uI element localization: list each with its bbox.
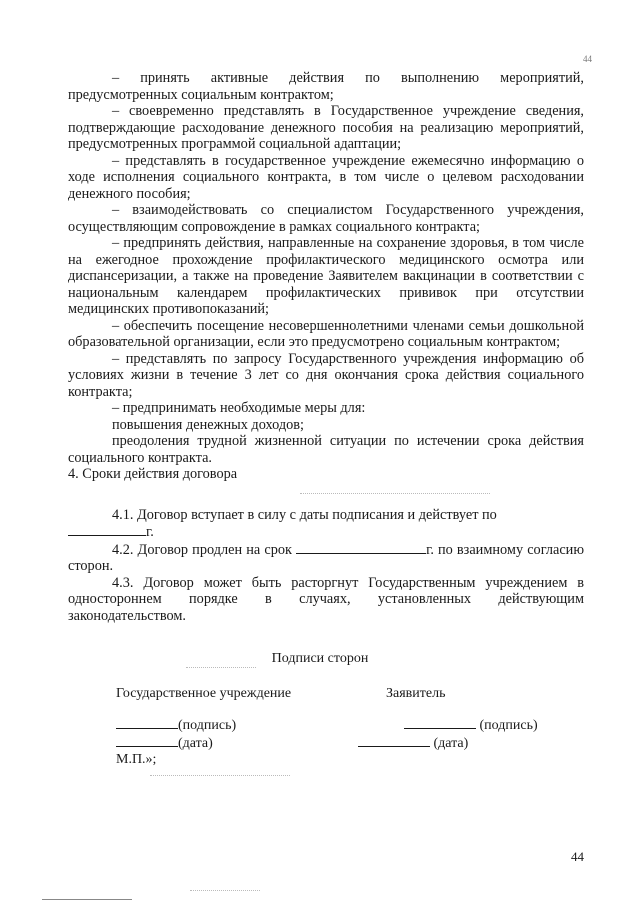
applicant-date-line: (дата) (358, 734, 468, 752)
obligation-item: – взаимодействовать со специалистом Государственного учреждения, осуществляющим сопровождение в рамках социального контракта; (68, 202, 584, 235)
obligation-item: – предпринять действия, направленные на сохранение здоровья, в том числе на ежегодное прохождение профилактического медицинского осмотра или диспансеризации, а также на проведение Заявителем вакцинации в соответствии с национальным календарем профилактических прививок при отсутствии медицинских противопоказаний; (68, 235, 584, 317)
party-institution-label: Государственное учреждение (116, 686, 292, 701)
clause-4-3: 4.3. Договор может быть расторгнут Государственным учреждением в одностороннем порядке в случаях, установленных действующим законодательством. (68, 574, 584, 624)
section-heading: 4. Сроки действия договора (68, 466, 238, 482)
scan-edge-line (42, 899, 132, 900)
stamp-placeholder: М.П.»; (116, 752, 157, 767)
page-number-bottom: 44 (571, 849, 584, 864)
clause-4-1: 4.1. Договор вступает в силу с даты подписания и действует по г. (68, 507, 584, 541)
institution-date-line: (дата) (116, 734, 213, 752)
obligation-item: – своевременно представлять в Государственное учреждение сведения, подтверждающие расходование денежного пособия на реализацию мероприятий, предусмотренных программой социальной адаптации; (68, 103, 584, 152)
clause-4-2: 4.2. Договор продлен на срок г. по взаимному согласию сторон. (68, 541, 585, 574)
sub-item: преодоления трудной жизненной ситуации по истечении срока действия социального контракта. (68, 433, 584, 466)
page-number-top: 44 (583, 54, 592, 64)
scan-artifact (300, 493, 490, 495)
applicant-signature-line: (подпись) (404, 716, 538, 734)
scan-artifact (150, 775, 290, 777)
obligation-item: – принять активные действия по выполнению мероприятий, предусмотренных социальным контрактом; (68, 70, 584, 103)
obligation-item: – представлять по запросу Государственного учреждения информацию об условиях жизни в течение 3 лет со дня окончания срока действия социального контракта; (68, 350, 584, 400)
obligation-item: – обеспечить посещение несовершеннолетними членами семьи дошкольной образовательной организации, если это предусмотрено социальным контрактом; (68, 317, 584, 350)
sub-item: повышения денежных доходов; (112, 416, 304, 433)
signatures-title: Подписи сторон (271, 651, 369, 666)
obligation-item: – предпринимать необходимые меры для: (112, 400, 366, 416)
contract-text (68, 70, 584, 624)
scan-artifact (190, 890, 260, 892)
party-applicant-label: Заявитель (386, 686, 446, 701)
scan-artifact (186, 667, 256, 669)
obligation-item: – представлять в государственное учреждение ежемесячно информацию о ходе исполнения социального контракта, в том числе о целевом расходовании денежного пособия; (68, 152, 584, 202)
institution-signature-line: (подпись) (116, 716, 236, 734)
